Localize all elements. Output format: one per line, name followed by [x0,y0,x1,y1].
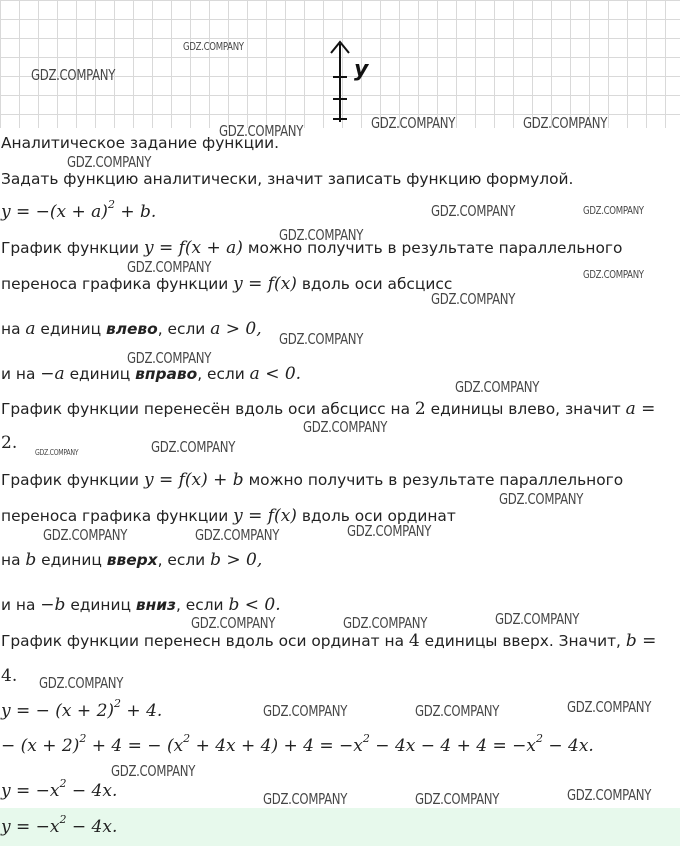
watermark: GDZ.COMPANY [183,40,244,53]
watermark: GDZ.COMPANY [523,114,608,132]
formula-expansion: − $(x + 2)^2 + 4$ = − $(x^2 + 4x + 4) + 4 = -x^2 - 4x - 4 + 4 = -x^2 - 4x$. [1,732,594,756]
watermark: GDZ.COMPANY [431,290,516,308]
watermark: GDZ.COMPANY [279,330,364,348]
axis-tick [333,118,347,120]
watermark: GDZ.COMPANY [567,698,652,716]
watermark: GDZ.COMPANY [583,204,644,217]
grid-diagram [0,0,680,128]
watermark: GDZ.COMPANY [347,522,432,540]
watermark: GDZ.COMPANY [191,614,276,632]
watermark: GDZ.COMPANY [567,786,652,804]
watermark: GDZ.COMPANY [343,614,428,632]
paragraph: 4. [1,666,18,686]
paragraph: График функции перенесн вдоль оси ординат на 4 единицы вверх. Значит, b = [1,631,657,651]
watermark: GDZ.COMPANY [303,418,388,436]
watermark: GDZ.COMPANY [371,114,456,132]
formula-substituted: y = − $(x + 2)^2 + 4$. [1,697,163,721]
watermark: GDZ.COMPANY [127,349,212,367]
watermark: GDZ.COMPANY [127,258,212,276]
y-axis-label: y [354,57,369,82]
watermark: GDZ.COMPANY [43,526,128,544]
watermark: GDZ.COMPANY [263,702,348,720]
watermark: GDZ.COMPANY [415,702,500,720]
y-axis-line [339,44,341,122]
watermark: GDZ.COMPANY [195,526,280,544]
watermark: GDZ.COMPANY [39,674,124,692]
paragraph: на a единиц влево, если a > 0, [1,319,262,339]
watermark: GDZ.COMPANY [35,448,79,457]
formula-general: $y = -(x + a)^2 + b$. [1,198,157,222]
watermark: GDZ.COMPANY [583,268,644,281]
watermark: GDZ.COMPANY [151,438,236,456]
paragraph: График функции перенесён вдоль оси абсцисс на 2 единицы влево, значит a = [1,399,656,419]
watermark: GDZ.COMPANY [67,153,152,171]
watermark: GDZ.COMPANY [499,490,584,508]
section-heading: Аналитическое задание функции. [1,134,280,152]
watermark: GDZ.COMPANY [455,378,540,396]
watermark: GDZ.COMPANY [111,762,196,780]
answer-formula: $y = -x^2 - 4x$. [1,813,118,837]
paragraph: 2. [1,433,18,453]
answer-box [0,808,680,846]
paragraph: переноса графика функции y = f(x) вдоль оси ординат [1,506,456,526]
watermark: GDZ.COMPANY [415,790,500,808]
axis-tick [333,76,347,78]
watermark: GDZ.COMPANY [219,122,304,140]
formula-result: $y = -x^2 - 4x$. [1,777,118,801]
paragraph: и на −b единиц вниз, если b < 0. [1,595,281,615]
paragraph: График функции y = f(x + a) можно получить в результате параллельного [1,238,623,258]
paragraph: График функции y = f(x) + b можно получить в результате параллельного [1,470,624,490]
paragraph: переноса графика функции y = f(x) вдоль оси абсцисс [1,274,453,294]
watermark: GDZ.COMPANY [31,66,116,84]
watermark: GDZ.COMPANY [279,226,364,244]
paragraph: Задать функцию аналитически, значит записать функцию формулой. [1,170,574,188]
watermark: GDZ.COMPANY [263,790,348,808]
paragraph: и на −a единиц вправо, если a < 0. [1,364,302,384]
axis-tick [333,98,347,100]
watermark: GDZ.COMPANY [431,202,516,220]
watermark: GDZ.COMPANY [495,610,580,628]
paragraph: на b единиц вверх, если b > 0, [1,550,263,570]
